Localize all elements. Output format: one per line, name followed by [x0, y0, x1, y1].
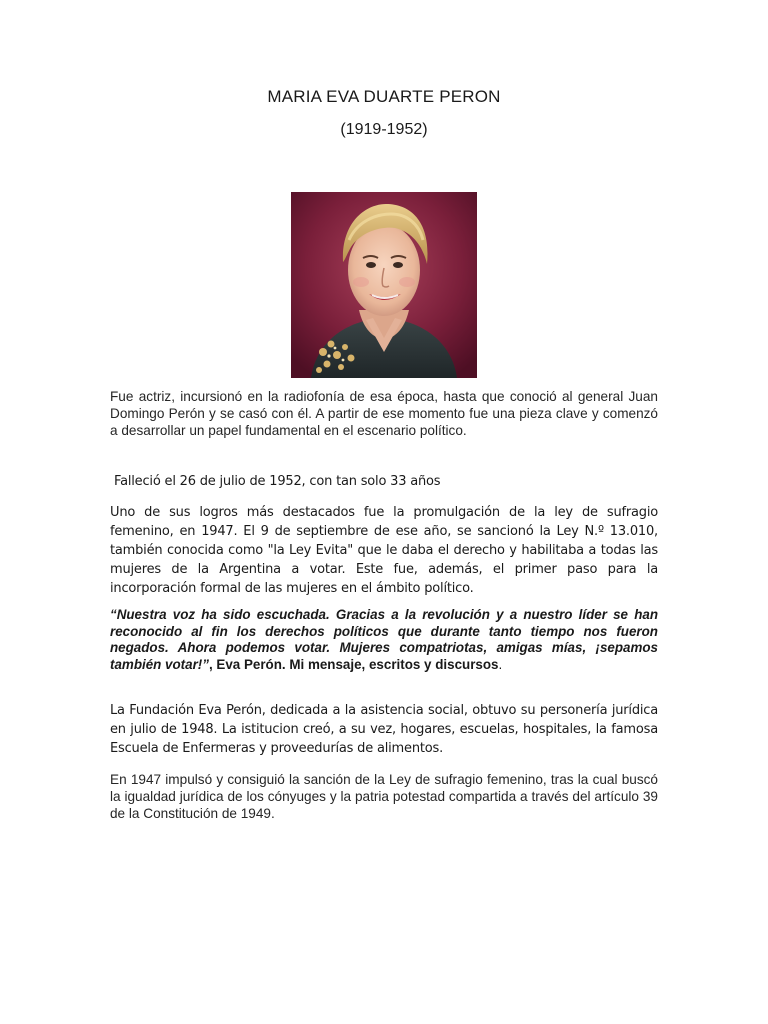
quote-source: , Eva Perón. Mi mensaje, escritos y discursos [208, 656, 499, 672]
paragraph-legacy: En 1947 impulsó y consiguió la sanción de la Ley de sufragio femenino, tras la cual buscó la igualdad jurídica de los cónyuges y la patria potestad compartida a través del artículo 39 de la Constitución de 1949. [110, 772, 658, 821]
paragraph-foundation: La Fundación Eva Perón, dedicada a la asistencia social, obtuvo su personería jurídica en julio de 1948. La istitucion creó, a su vez, hogares, escuelas, hospitales, la famosa Escuela de Enfermeras y proveedurías de alimentos. [110, 703, 658, 756]
paragraph-biography: Fue actriz, incursionó en la radiofonía de esa época, hasta que conoció al general Juan Domingo Perón y se casó con él. A partir de ese momento fue una pieza clave y comenzó a desarrollar un papel fundamental en el escenario político. [110, 389, 658, 438]
paragraph-quote [110, 607, 658, 673]
quote-text: “Nuestra voz ha sido escuchada. Gracias a la revolución y a nuestro líder se han reconocido al fin los derechos políticos que durante tanto tiempo nos fueron negados. Ahora podemos votar. Mujeres compatriotas, amigas mías, ¡sepamos también votar!” [110, 607, 658, 672]
portrait-image [291, 192, 477, 378]
paragraph-suffrage-law: Uno de sus logros más destacados fue la promulgación de la ley de sufragio femenino, en 1947. El 9 de septiembre de ese año, se sancionó la Ley N.º 13.010, también conocida como "la Ley Evita" que le daba el derecho y habilitaba a todas las mujeres de la Argentina a votar. Este fue, además, el primer paso para la incorporación formal de las mujeres en el ámbito político. [110, 505, 658, 596]
paragraph-death: Falleció el 26 de julio de 1952, con tan solo 33 años [114, 474, 441, 489]
document-title: MARIA EVA DUARTE PERON [267, 87, 501, 106]
quote-end: . [498, 656, 503, 672]
life-dates: (1919-1952) [340, 121, 428, 138]
